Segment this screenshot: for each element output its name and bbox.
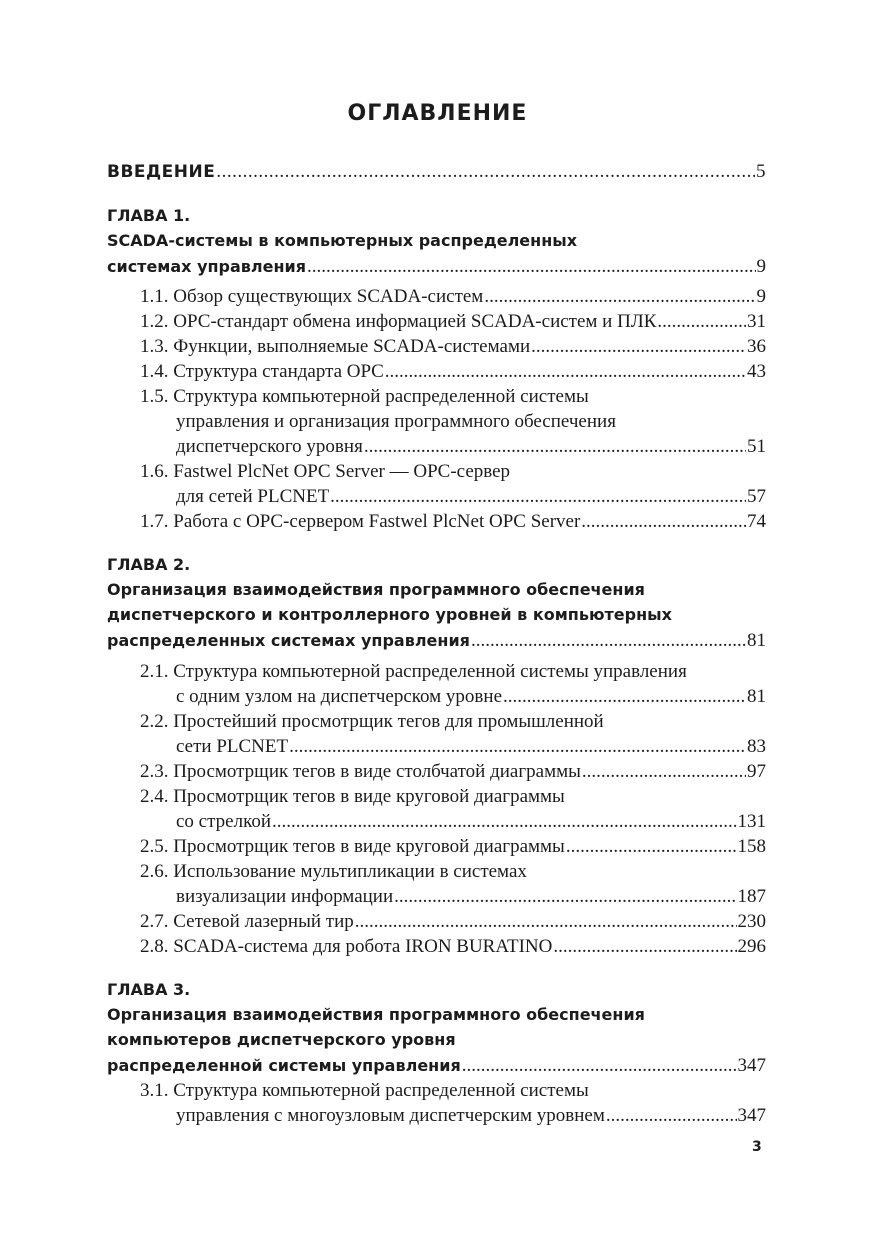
section-page: 83 <box>747 736 766 757</box>
section-page: 43 <box>747 361 766 382</box>
toc-section[interactable] <box>140 336 766 358</box>
section-page: 36 <box>747 336 766 357</box>
section-title: 2.8. SCADA-система для робота IRON BURATINO <box>140 936 553 957</box>
dot-leader <box>657 311 746 333</box>
toc-section[interactable] <box>176 1105 766 1127</box>
dot-leader <box>582 761 746 783</box>
section-title: управления с многоузловым диспетчерским уровнем <box>176 1105 605 1126</box>
toc-section[interactable] <box>140 836 766 858</box>
section-page: 187 <box>737 886 766 907</box>
toc-section[interactable] <box>140 311 766 333</box>
toc-section[interactable] <box>176 886 766 908</box>
dot-leader <box>289 736 746 758</box>
chapter-title-last-line[interactable] <box>107 1055 766 1077</box>
toc-section[interactable] <box>176 736 766 758</box>
dot-leader <box>471 630 746 652</box>
section-title-line: 2.1. Структура компьютерной распределенной системы управления <box>140 661 687 682</box>
chapter-title-last-line[interactable] <box>107 256 766 278</box>
section-title: с одним узлом на диспетчерском уровне <box>176 686 503 707</box>
section-title: 1.7. Работа с OPC-сервером Fastwel PlcNet OPC Server <box>140 511 581 532</box>
section-page: 347 <box>737 1105 766 1126</box>
chapter-heading: ГЛАВА 2. <box>107 555 191 574</box>
section-title: визуализации информации <box>176 886 394 907</box>
dot-leader <box>503 686 746 708</box>
chapter-heading: ГЛАВА 3. <box>107 980 191 999</box>
chapter-page: 347 <box>737 1055 766 1076</box>
chapter-title-last-line[interactable] <box>107 630 766 652</box>
chapter-title-text: системах управления <box>107 257 307 276</box>
toc-section[interactable] <box>140 761 766 783</box>
chapter-title-line: Организация взаимодействия программного обеспечения <box>107 580 645 599</box>
toc-section[interactable] <box>176 811 766 833</box>
toc-section[interactable] <box>140 936 766 958</box>
section-title: 2.3. Просмотрщик тегов в виде столбчатой диаграммы <box>140 761 581 782</box>
section-title: 1.2. ОРС-стандарт обмена информацией SCADA-систем и ПЛК <box>140 311 657 332</box>
section-title: 1.3. Функции, выполняемые SCADA-системами <box>140 336 531 357</box>
section-title: 2.5. Просмотрщик тегов в виде круговой диаграммы <box>140 836 565 857</box>
dot-leader <box>330 486 746 508</box>
section-title: для сетей PLCNET <box>176 486 330 507</box>
section-page: 97 <box>747 761 766 782</box>
dot-leader <box>462 1055 737 1077</box>
section-title: 2.7. Сетевой лазерный тир <box>140 911 354 932</box>
dot-leader <box>307 256 755 278</box>
dot-leader <box>566 836 737 858</box>
dot-leader <box>581 511 746 533</box>
section-page: 296 <box>737 936 766 957</box>
dot-leader <box>364 436 746 458</box>
toc-section[interactable] <box>176 686 766 708</box>
chapter-page: 9 <box>756 256 766 277</box>
section-title-line: 1.6. Fastwel PlcNet OPC Server — OPC-сервер <box>140 461 511 482</box>
chapter-title-text: распределенной системы управления <box>107 1056 461 1075</box>
toc-intro[interactable] <box>107 161 766 183</box>
chapter-title-line: SCADA-системы в компьютерных распределенных <box>107 231 578 250</box>
dot-leader <box>216 161 755 183</box>
dot-leader <box>484 286 755 308</box>
page-title: ОГЛАВЛЕНИЕ <box>347 101 528 126</box>
section-page: 51 <box>747 436 766 457</box>
section-page: 230 <box>737 911 766 932</box>
dot-leader <box>553 936 736 958</box>
toc-intro-label: ВВЕДЕНИЕ <box>107 162 216 182</box>
chapter-title-line: Организация взаимодействия программного обеспечения <box>107 1005 645 1024</box>
toc-intro-page: 5 <box>756 161 766 182</box>
section-page: 158 <box>737 836 766 857</box>
section-page: 57 <box>747 486 766 507</box>
section-title: диспетчерского уровня <box>176 436 363 457</box>
section-title: со стрелкой <box>176 811 271 832</box>
section-title-line: 1.5. Структура компьютерной распределенной системы <box>140 386 589 407</box>
dot-leader <box>531 336 746 358</box>
toc-section[interactable] <box>140 361 766 383</box>
section-title-line: управления и организация программного обеспечения <box>176 411 616 432</box>
section-page: 131 <box>737 811 766 832</box>
toc-section[interactable] <box>140 286 766 308</box>
chapter-heading: ГЛАВА 1. <box>107 206 191 225</box>
chapter-title-text: распределенных системах управления <box>107 631 470 650</box>
dot-leader <box>606 1105 737 1127</box>
section-page: 81 <box>747 686 766 707</box>
section-title: сети PLCNET <box>176 736 289 757</box>
toc-section[interactable] <box>140 511 766 533</box>
section-page: 74 <box>747 511 766 532</box>
dot-leader <box>394 886 736 908</box>
dot-leader <box>355 911 737 933</box>
section-page: 9 <box>756 286 766 307</box>
chapter-title-line: компьютеров диспетчерского уровня <box>107 1030 456 1049</box>
dot-leader <box>385 361 746 383</box>
toc-section[interactable] <box>140 911 766 933</box>
section-title-line: 2.2. Простейший просмотрщик тегов для промышленной <box>140 711 604 732</box>
toc-section[interactable] <box>176 486 766 508</box>
section-page: 31 <box>747 311 766 332</box>
section-title-line: 2.6. Использование мультипликации в системах <box>140 861 527 882</box>
chapter-page: 81 <box>747 630 766 651</box>
chapter-title-line: диспетчерского и контроллерного уровней в компьютерных <box>107 605 672 624</box>
section-title-line: 2.4. Просмотрщик тегов в виде круговой диаграммы <box>140 786 565 807</box>
toc-section[interactable] <box>176 436 766 458</box>
dot-leader <box>272 811 737 833</box>
section-title: 1.4. Структура стандарта OPC <box>140 361 384 382</box>
section-title: 1.1. Обзор существующих SCADA-систем <box>140 286 484 307</box>
section-title-line: 3.1. Структура компьютерной распределенной системы <box>140 1080 589 1101</box>
page-number: 3 <box>752 1139 762 1155</box>
